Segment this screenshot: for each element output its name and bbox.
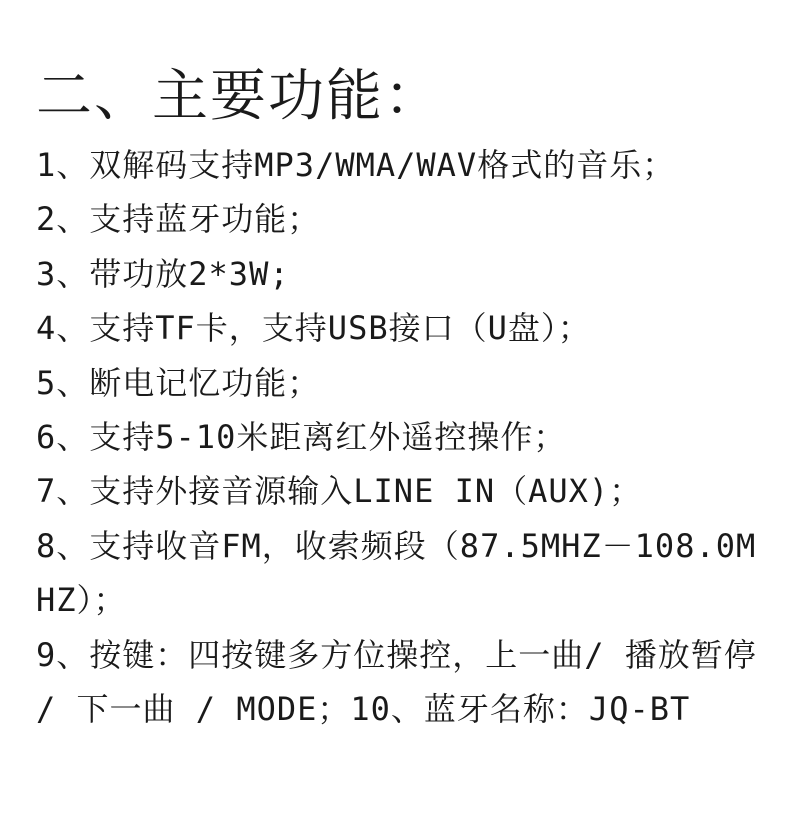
feature-item-1: 1、双解码支持MP3/WMA/WAV格式的音乐； — [36, 146, 676, 184]
feature-item-3: 3、带功放2*3W; — [36, 254, 290, 293]
feature-item-7: 7、支持外接音源输入LINE IN（AUX)； — [36, 472, 643, 511]
feature-item-8: 8、支持收音FM，收索频段（87.5MHZ－108.0MHZ）； — [36, 526, 757, 620]
feature-item-9: 9、按键：四按键多方位操控，上一曲/ 播放暂停 / 下一曲 / MODE；10、蓝牙名称：JQ-BT — [36, 635, 757, 729]
feature-item-4: 4、支持TF卡，支持USB接口（U盘）； — [36, 309, 591, 348]
feature-item-5: 5、断电记忆功能； — [36, 363, 321, 402]
section-heading: 二、主要功能： — [36, 64, 442, 129]
document-body — [36, 62, 766, 736]
feature-item-6: 6、支持5-10米距离红外遥控操作； — [36, 418, 567, 457]
feature-item-2: 2、支持蓝牙功能； — [36, 200, 321, 239]
